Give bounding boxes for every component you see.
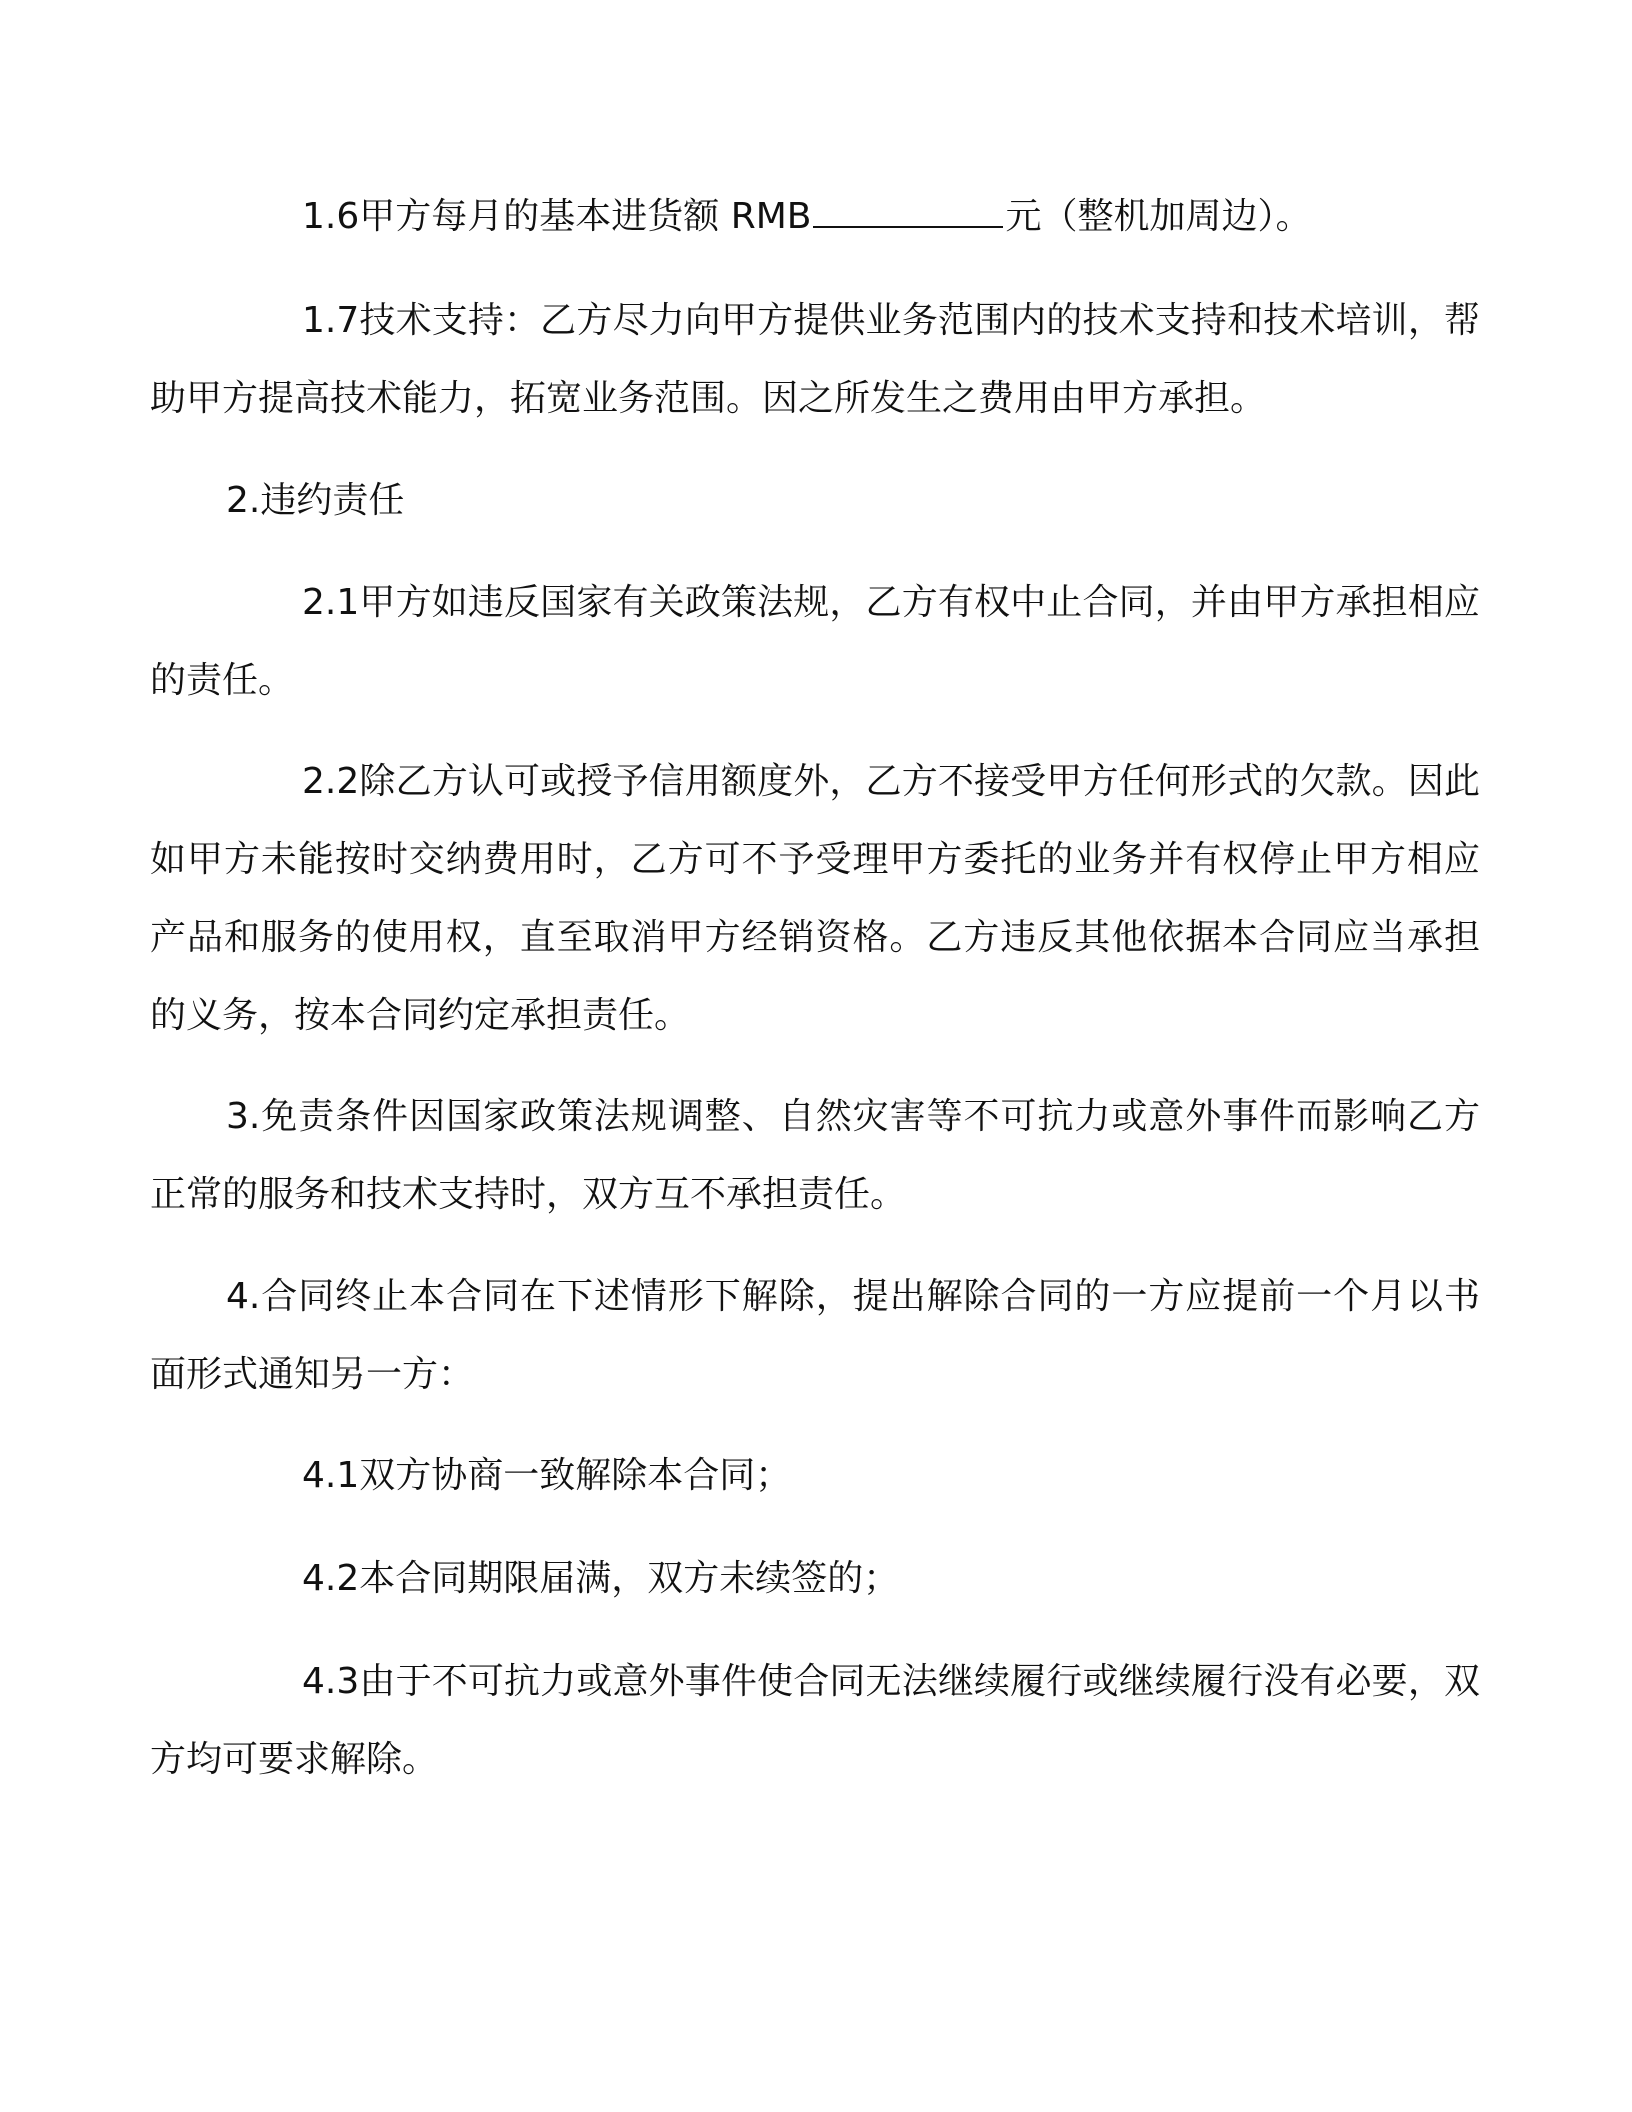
blank-fill-line[interactable]: [813, 196, 1003, 228]
section-heading: 2.违约责任: [226, 480, 405, 521]
section-3: [150, 1078, 1480, 1234]
clause-1-6: [150, 178, 1480, 256]
document-page: [150, 0, 1480, 2112]
section-2-heading: [150, 462, 1480, 540]
section-text: 4.合同终止本合同在下述情形下解除，提出解除合同的一方应提前一个月以书面形式通知另一方：: [150, 1276, 1480, 1395]
clause-4-1: [150, 1437, 1480, 1515]
clause-text: 除乙方认可或授予信用额度外，乙方不接受甲方任何形式的欠款。因此如甲方未能按时交纳费用时，乙方可不予受理甲方委托的业务并有权停止甲方相应产品和服务的使用权，直至取消甲方经销资格。乙方违反其他依据本合同应当承担的义务，按本合同约定承担责任。: [150, 761, 1480, 1036]
clause-number: 2.1: [302, 582, 360, 623]
clause-number: 4.3: [302, 1661, 360, 1702]
clause-text: 本合同期限届满，双方未续签的；: [359, 1558, 900, 1599]
clause-2-2: [150, 743, 1480, 1055]
section-4: [150, 1258, 1480, 1414]
clause-text: 双方协商一致解除本合同；: [359, 1455, 792, 1496]
clause-4-2: [150, 1540, 1480, 1618]
clause-text: 甲方如违反国家有关政策法规，乙方有权中止合同，并由甲方承担相应的责任。: [150, 582, 1480, 701]
clause-number: 1.7: [302, 300, 360, 341]
section-text: 3.免责条件因国家政策法规调整、自然灾害等不可抗力或意外事件而影响乙方正常的服务和技术支持时，双方互不承担责任。: [150, 1096, 1480, 1215]
clause-text: 技术支持：乙方尽力向甲方提供业务范围内的技术支持和技术培训，帮助甲方提高技术能力，拓宽业务范围。因之所发生之费用由甲方承担。: [150, 300, 1480, 419]
clause-text: 甲方每月的基本进货额 RMB: [359, 196, 812, 237]
clause-number: 1.6: [302, 196, 360, 237]
clause-text-after: 元（整机加周边）。: [1005, 196, 1312, 237]
clause-number: 2.2: [302, 761, 360, 802]
clause-2-1: [150, 564, 1480, 720]
clause-number: 4.2: [302, 1558, 360, 1599]
clause-text: 由于不可抗力或意外事件使合同无法继续履行或继续履行没有必要，双方均可要求解除。: [150, 1661, 1480, 1780]
clause-1-7: [150, 282, 1480, 438]
clause-4-3: [150, 1643, 1480, 1799]
clause-number: 4.1: [302, 1455, 360, 1496]
